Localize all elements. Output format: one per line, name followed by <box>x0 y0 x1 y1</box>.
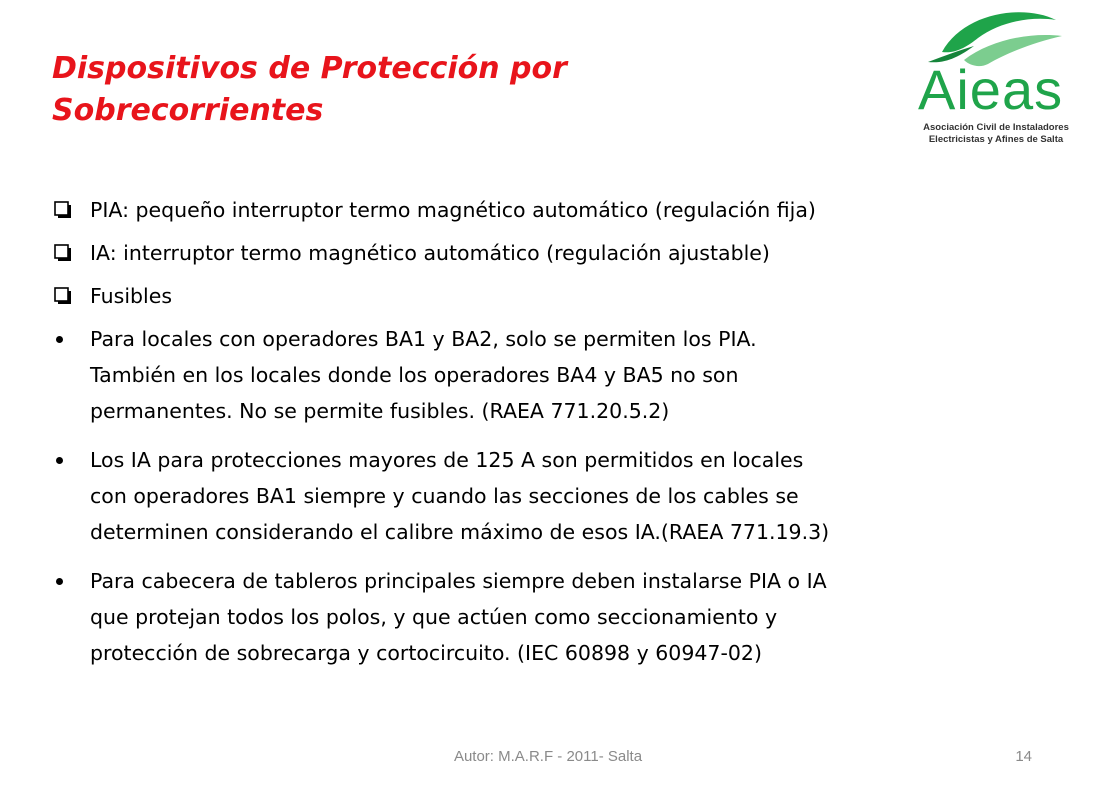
footer-author: Autor: M.A.R.F - 2011- Salta <box>453 748 643 765</box>
bullet-dot-icon <box>56 457 63 464</box>
slide-title-line-2: Sobrecorrientes <box>52 93 324 128</box>
list-item-text: que protejan todos los polos, y que actúen como seccionamiento y <box>90 605 778 629</box>
logo-subtitle <box>908 122 1084 146</box>
list-item-text: permanentes. No se permite fusibles. (RAEA 771.20.5.2) <box>90 399 670 423</box>
list-item <box>52 192 1052 228</box>
bullet-dot-icon <box>56 336 63 343</box>
list-item <box>52 278 1052 314</box>
list-item <box>52 563 1052 671</box>
bullet-dot-icon <box>56 578 63 585</box>
list-item <box>52 442 1052 550</box>
logo-subtitle-line-2: Electricistas y Afines de Salta <box>928 134 1064 145</box>
list-item-text: determinen considerando el calibre máximo de esos IA.(RAEA 771.19.3) <box>90 520 830 544</box>
list-item-text: PIA: pequeño interruptor termo magnético automático (regulación fija) <box>90 198 816 222</box>
list-item-text: con operadores BA1 siempre y cuando las secciones de los cables se <box>90 484 799 508</box>
checkbox-bullet-icon <box>54 287 72 305</box>
list-item-text: También en los locales donde los operadores BA4 y BA5 no son <box>90 363 739 387</box>
logo-subtitle-line-1: Asociación Civil de Instaladores <box>923 122 1069 133</box>
list-item-text: IA: interruptor termo magnético automático (regulación ajustable) <box>90 241 770 265</box>
aieas-logo <box>904 6 1084 156</box>
list-item-text: Los IA para protecciones mayores de 125 A son permitidos en locales <box>90 448 804 472</box>
list-item-text: Fusibles <box>90 284 173 308</box>
list-item-text: Para cabecera de tableros principales siempre deben instalarse PIA o IA <box>90 569 827 593</box>
list-item-text: Para locales con operadores BA1 y BA2, solo se permiten los PIA. <box>90 327 757 351</box>
list-item <box>52 235 1052 271</box>
list-item-text: protección de sobrecarga y cortocircuito. (IEC 60898 y 60947-02) <box>90 641 762 665</box>
logo-wordmark: Aieas <box>918 58 1064 121</box>
checkbox-bullet-icon <box>54 244 72 262</box>
page-number: 14 <box>1015 748 1032 765</box>
checkbox-bullet-icon <box>54 201 72 219</box>
content-list <box>52 192 1052 684</box>
list-item <box>52 321 1052 429</box>
slide-footer <box>0 748 1096 770</box>
slide-title <box>52 48 872 132</box>
slide-title-line-1: Dispositivos de Protección por <box>52 51 567 86</box>
